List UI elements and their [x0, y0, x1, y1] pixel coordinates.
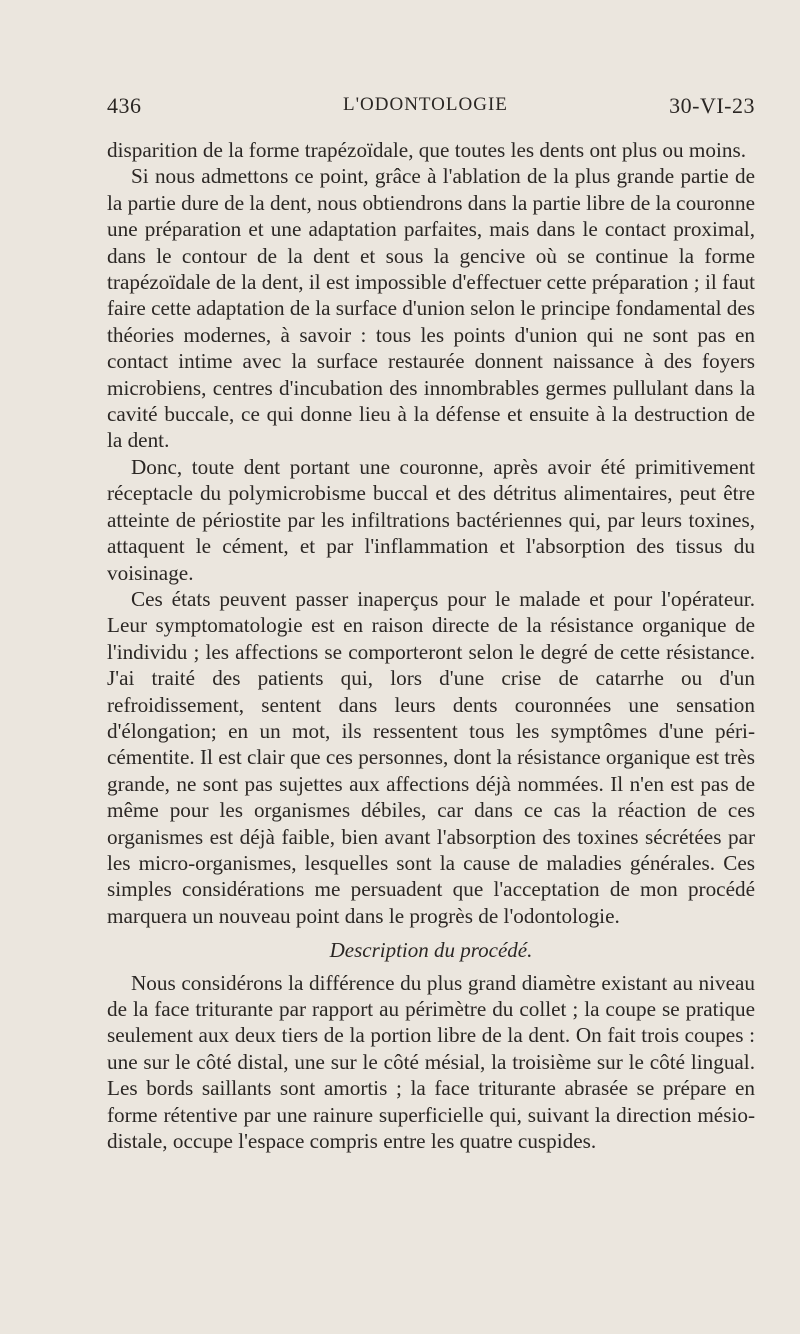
journal-title: L'ODONTOLOGIE — [343, 94, 508, 115]
paragraph: Nous considérons la différence du plus grand diamètre existant au niveau de la face triturante par rapport au périmètre du collet ; la coupe se pratique seulement aux deux tiers de la portion libre de la dent. On fait trois coupes : une sur le côté distal, une sur le côté mésial, la troisième sur le côté lingual. Les bords saillants sont amortis ; la face triturante abrasée se prépare en forme rétentive par une rainure superficielle qui, suivant la direction mésio-distale, occupe l'espace compris entre les quatre cuspides. — [107, 970, 755, 1154]
paragraph: Ces états peuvent passer inaperçus pour le malade et pour l'opérateur. Leur symptomatologie est en raison directe de la résistance organique de l'individu ; les affections se comporteront selon le degré de cette résistance. J'ai traité des patients qui, lors d'une crise de catarrhe ou d'un refroidissement, sentent dans leurs dents couronnées une sensation d'élongation; en un mot, ils ressentent tous les symptômes d'une péri-cémentite. Il est clair que ces personnes, dont la résistance organique est très grande, ne sont pas sujettes aux affections déjà nommées. Il n'en est pas de même pour les organismes débiles, car dans ce cas la réaction de ces organismes est déjà faible, bien avant l'absorption des toxines sécrétées par les micro-organismes, lesquelles sont la cause de maladies générales. Ces simples considérations me persuadent que l'acceptation de mon procédé marquera un nouveau point dans le progrès de l'odontologie. — [107, 586, 755, 928]
article-body — [107, 137, 755, 1154]
page-number: 436 — [107, 93, 142, 118]
issue-date: 30-VI-23 — [669, 93, 755, 118]
paragraph: Donc, toute dent portant une couronne, après avoir été primitivement réceptacle du polymicrobisme buccal et des détritus alimentaires, peut être atteinte de périostite par les infiltrations bactériennes qui, par leurs toxines, attaquent le cément, et par l'inflammation et l'absorption des tissus du voisinage. — [107, 454, 755, 585]
running-header — [107, 93, 755, 127]
paragraph: disparition de la forme trapézoïdale, que toutes les dents ont plus ou moins. — [107, 138, 747, 162]
section-heading: Description du procédé. — [329, 938, 533, 963]
paragraph: Si nous admettons ce point, grâce à l'ablation de la plus grande partie de la partie dure de la dent, nous obtiendrons dans la partie libre de la couronne une préparation et une adaptation parfaites, mais dans le contact proximal, dans le contour de la dent et sous la gencive où se continue la forme trapézoïdale de la dent, il est impossible d'effectuer cette préparation ; il faut faire cette adaptation de la surface d'union selon le principe fondamental des théories modernes, à savoir : tous les points d'union qui ne sont pas en contact intime avec la surface restaurée donnent naissance à des foyers microbiens, centres d'incubation des innombrables germes pullulant dans la cavité buccale, ce qui donne lieu à la défense et ensuite à la destruction de la dent. — [107, 164, 755, 453]
